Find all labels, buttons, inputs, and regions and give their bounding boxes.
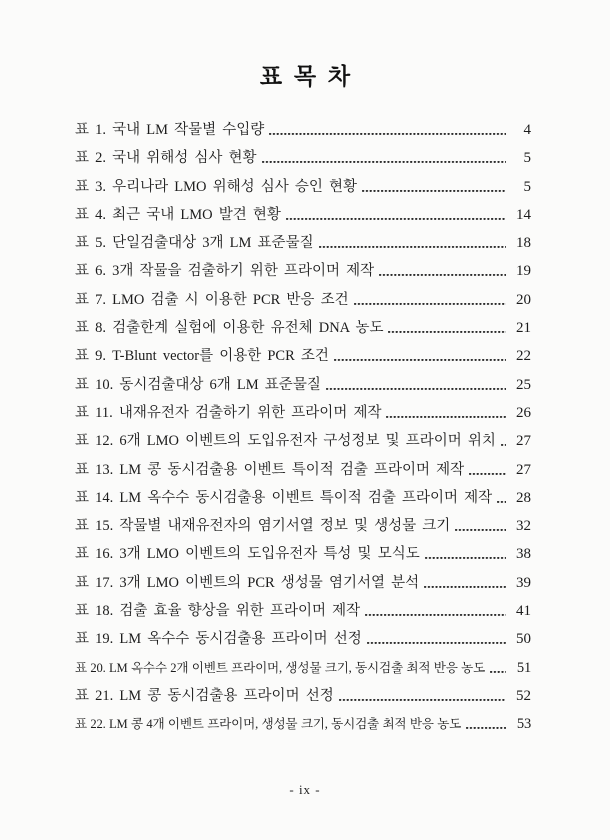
toc-entry-label: 표 6. 3개 작물을 검출하기 위한 프라이머 제작	[75, 263, 375, 280]
dot-leader	[339, 686, 506, 714]
dot-leader	[386, 403, 506, 431]
toc-entry	[75, 120, 531, 148]
toc-entry	[75, 346, 531, 374]
toc-entry-label: 표 11. 내재유전자 검출하기 위한 프라이머 제작	[75, 404, 382, 421]
dot-leader	[365, 601, 506, 629]
toc-entry-page-number: 25	[516, 376, 531, 393]
dot-leader	[490, 658, 506, 686]
toc-entry-label: 표 8. 검출한계 실험에 이용한 유전체 DNA 농도	[75, 320, 384, 337]
toc-entry-page-number: 27	[516, 461, 531, 478]
toc-entry	[75, 658, 531, 686]
toc-entry	[75, 601, 531, 629]
dot-leader	[501, 431, 506, 459]
toc-entry-label: 표 19. LM 옥수수 동시검출용 프라이머 선정	[75, 631, 362, 648]
toc-entry	[75, 629, 531, 657]
page-number-footer: - ix -	[289, 782, 321, 797]
toc-entry-label: 표 17. 3개 LMO 이벤트의 PCR 생성물 염기서열 분석	[75, 574, 420, 591]
toc-entry-label: 표 20. LM 옥수수 2개 이벤트 프라이머, 생성물 크기, 동시검출 최적 반응 농도	[75, 660, 486, 675]
toc-entry	[75, 375, 531, 403]
toc-entry	[75, 431, 531, 459]
toc-entry-page-number: 52	[516, 687, 531, 704]
toc-entry	[75, 516, 531, 544]
dot-leader	[262, 148, 506, 176]
toc-entry-page-number: 38	[516, 546, 531, 563]
toc-entry-label: 표 13. LM 콩 동시검출용 이벤트 특이적 검출 프라이머 제작	[75, 461, 465, 478]
toc-entry-page-number: 50	[516, 631, 531, 648]
dot-leader	[334, 346, 506, 374]
toc-entry-page-number: 21	[516, 320, 531, 337]
toc-entry-page-number: 51	[516, 659, 531, 676]
dot-leader	[469, 460, 506, 488]
toc-entry-page-number: 4	[523, 122, 531, 138]
toc-entry-page-number: 53	[516, 716, 531, 733]
toc-entry-label: 표 18. 검출 효율 향상을 위한 프라이머 제작	[75, 603, 361, 620]
dot-leader	[354, 290, 506, 318]
toc-entry	[75, 544, 531, 572]
dot-leader	[425, 544, 506, 572]
toc-entry-label: 표 2. 국내 위해성 심사 현황	[75, 150, 257, 167]
page-title: 표 목 차	[259, 64, 354, 89]
toc-entry-label: 표 3. 우리나라 LMO 위해성 심사 승인 현황	[75, 178, 358, 195]
toc-entry	[75, 233, 531, 261]
toc-entry-label: 표 1. 국내 LM 작물별 수입량	[75, 122, 265, 138]
toc-entry	[75, 573, 531, 601]
dot-leader	[455, 516, 506, 544]
dot-leader	[269, 120, 506, 148]
dot-leader	[286, 205, 506, 233]
toc-entry-page-number: 18	[516, 235, 531, 252]
toc-entry-page-number: 14	[516, 206, 531, 223]
toc-entry-page-number: 28	[516, 489, 531, 506]
toc-entry-label: 표 7. LMO 검출 시 이용한 PCR 반응 조건	[75, 291, 349, 308]
toc-list	[75, 120, 531, 743]
dot-leader	[319, 233, 506, 261]
dot-leader	[424, 573, 506, 601]
toc-entry-page-number: 41	[516, 603, 531, 620]
toc-entry-label: 표 10. 동시검출대상 6개 LM 표준물질	[75, 376, 321, 393]
dot-leader	[466, 714, 506, 742]
dot-leader	[379, 261, 506, 289]
toc-entry-label: 표 21. LM 콩 동시검출용 프라이머 선정	[75, 687, 334, 704]
toc-entry	[75, 148, 531, 176]
toc-entry-label: 표 15. 작물별 내재유전자의 염기서열 정보 및 생성물 크기	[75, 518, 451, 535]
toc-entry-label: 표 22. LM 콩 4개 이벤트 프라이머, 생성물 크기, 동시검출 최적 반응 농도	[75, 717, 462, 732]
toc-entry	[75, 318, 531, 346]
toc-entry-page-number: 26	[516, 404, 531, 421]
dot-leader	[367, 629, 506, 657]
toc-entry	[75, 460, 531, 488]
toc-entry-page-number: 22	[516, 348, 531, 365]
toc-entry	[75, 403, 531, 431]
toc-entry	[75, 205, 531, 233]
toc-entry-label: 표 14. LM 옥수수 동시검출용 이벤트 특이적 검출 프라이머 제작	[75, 489, 493, 506]
toc-entry-page-number: 5	[523, 178, 531, 195]
toc-entry-page-number: 20	[516, 291, 531, 308]
dot-leader	[388, 318, 506, 346]
toc-entry	[75, 488, 531, 516]
toc-entry-label: 표 5. 단일검출대상 3개 LM 표준물질	[75, 235, 314, 252]
toc-entry	[75, 714, 531, 742]
toc-entry	[75, 261, 531, 289]
toc-entry-page-number: 32	[516, 518, 531, 535]
toc-entry-label: 표 9. T-Blunt vector를 이용한 PCR 조건	[75, 348, 329, 365]
dot-leader	[497, 488, 506, 516]
toc-entry-page-number: 19	[516, 263, 531, 280]
dot-leader	[326, 375, 506, 403]
toc-entry-page-number: 27	[516, 433, 531, 450]
toc-entry-page-number: 39	[516, 574, 531, 591]
toc-entry	[75, 686, 531, 714]
dot-leader	[362, 177, 506, 205]
toc-entry-label: 표 12. 6개 LMO 이벤트의 도입유전자 구성정보 및 프라이머 위치	[75, 433, 496, 450]
toc-entry	[75, 290, 531, 318]
toc-entry	[75, 177, 531, 205]
toc-entry-label: 표 16. 3개 LMO 이벤트의 도입유전자 특성 및 모식도	[75, 546, 420, 563]
toc-entry-label: 표 4. 최근 국내 LMO 발견 현황	[75, 206, 281, 223]
toc-entry-page-number: 5	[523, 150, 531, 167]
